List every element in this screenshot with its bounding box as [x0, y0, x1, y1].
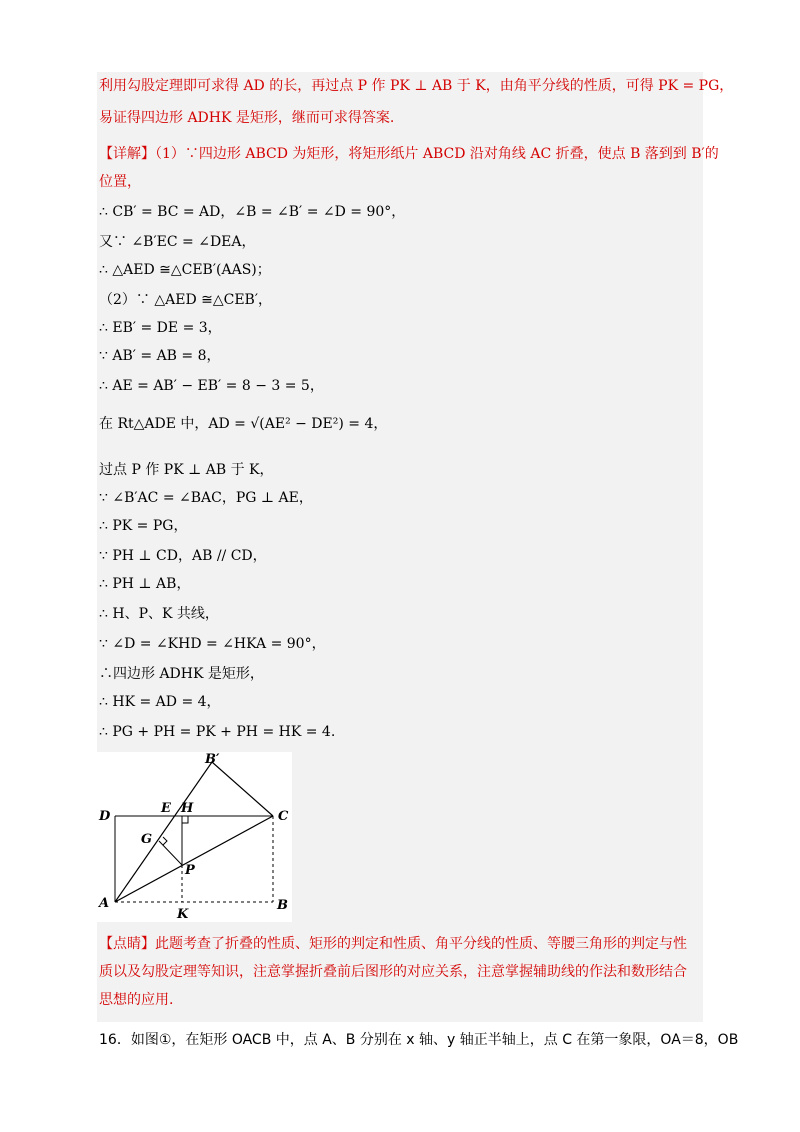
solution-line: ∴ EB′ = DE = 3，: [99, 320, 222, 336]
comment-line-3: 思想的应用.: [99, 992, 174, 1008]
label-H: H: [181, 801, 194, 816]
solution-line: ∵ AB′ = AB = 8，: [99, 348, 221, 364]
solution-line: ∵ ∠D = ∠KHD = ∠HKA = 90°，: [99, 636, 326, 652]
solution-line: ∴ PG + PH = PK + PH = HK = 4.: [99, 724, 336, 740]
label-G: G: [141, 832, 153, 847]
solution-line: ∵ ∠B′AC = ∠BAC，PG ⊥ AE，: [99, 490, 313, 506]
label-A: A: [99, 896, 110, 911]
solution-line: 位置，: [99, 174, 141, 190]
comment-line-2: 质以及勾股定理等知识，注意掌握折叠前后图形的对应关系，注意掌握辅助线的作法和数形结合: [99, 964, 687, 980]
solution-line: ∴ H、P、K 共线，: [99, 606, 219, 622]
solution-line: ∴ AE = AB′ − EB′ = 8 − 3 = 5，: [99, 378, 324, 394]
solution-line: ∴ PH ⊥ AB，: [99, 576, 191, 592]
solution-line: ∴四边形 ADHK 是矩形，: [99, 666, 264, 682]
label-D: D: [99, 809, 111, 824]
solution-line: ∵ PH ⊥ CD，AB // CD，: [99, 548, 267, 564]
solution-line: 在 Rt△ADE 中，AD = √(AE² − DE²) = 4，: [99, 416, 388, 432]
label-P: P: [185, 863, 195, 878]
solution-line: 利用勾股定理即可求得 AD 的长，再过点 P 作 PK ⊥ AB 于 K，由角平分线的性质，可得 PK = PG，: [99, 78, 734, 94]
label-B: B: [277, 898, 288, 913]
label-C: C: [278, 809, 289, 824]
solution-line: ∴ PK = PG，: [99, 518, 188, 534]
label-E: E: [161, 801, 171, 816]
label-B-prime: B′: [205, 752, 220, 767]
solution-line: 又∵ ∠B′EC = ∠DEA，: [99, 234, 256, 250]
solution-line: 【详解】（1）∵四边形 ABCD 为矩形，将矩形纸片 ABCD 沿对角线 AC 折叠，使点 B 落到到 B′的: [99, 146, 719, 162]
solution-line: 过点 P 作 PK ⊥ AB 于 K，: [99, 462, 274, 478]
comment-line-1: 【点睛】此题考查了折叠的性质、矩形的判定和性质、角平分线的性质、等腰三角形的判定与性: [99, 936, 687, 952]
solution-line: 易证得四边形 ADHK 是矩形，继而可求得答案.: [99, 110, 395, 126]
solution-line: ∴ HK = AD = 4，: [99, 694, 221, 710]
solution-line: ∴ △AED ≅△CEB′(AAS)；: [99, 262, 271, 278]
solution-line: ∴ CB′ = BC = AD，∠B = ∠B′ = ∠D = 90°，: [99, 204, 406, 220]
solution-line: （2）∵ △AED ≅△CEB′，: [99, 292, 273, 308]
label-K: K: [177, 907, 189, 922]
geometry-figure: [97, 752, 292, 922]
question-16: 16．如图①，在矩形 OACB 中，点 A、B 分别在 x 轴、y 轴正半轴上，点 C 在第一象限，OA＝8，OB: [99, 1032, 739, 1048]
